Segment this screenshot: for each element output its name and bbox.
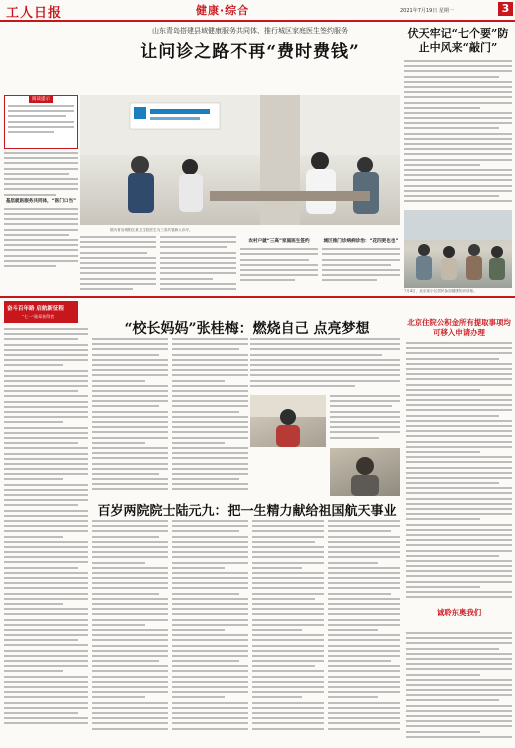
feature-headline-1: “校长妈妈”张桂梅：燃烧自己 点亮梦想 [124, 321, 370, 337]
school-photo-illustration [250, 395, 326, 447]
scientist-photo-illustration [330, 448, 400, 496]
article-subhead-2: 农村户就“三高”家庭医生签约 [248, 239, 310, 244]
sidebar-headline: 伏天牢记“七个要”防止中风来“敲门” [407, 27, 509, 54]
side-news-headline-1: 北京住院公积金所有提取事项均可移入申请办理 [407, 318, 511, 337]
feature-column-1 [4, 328, 88, 743]
lecture-photo [404, 210, 512, 288]
lecture-photo-caption: 7月4日，北京某小区居民参加健康知识讲座。 [404, 289, 477, 293]
feature-headline-2: 百岁两院院士陆元九：把一生精力献给祖国航天事业 [97, 504, 397, 519]
sidebar-body [404, 60, 512, 208]
lecture-photo-illustration [404, 210, 512, 288]
series-banner-subtitle: “七一”勋章获得者 [22, 314, 55, 319]
article-column-1 [4, 152, 78, 292]
series-banner-title: 奋斗百年路 启航新征程 [7, 306, 64, 312]
side-news-headline-2: 诚聆东奥我们 [436, 608, 482, 617]
article-column-5 [322, 95, 400, 291]
article-column-2 [80, 236, 156, 292]
feature-column-3 [172, 338, 248, 496]
feature-column-5 [330, 395, 400, 445]
feature-column-8 [252, 520, 324, 742]
article-kicker: 山东青岛搭建县域健康服务共同体、推行城区家庭医生签约服务 [152, 27, 348, 35]
side-news-body-1 [406, 342, 512, 604]
page-number: 3 [498, 2, 513, 16]
feature-column-2 [92, 338, 168, 496]
article-subhead-1: 基层就医服务共同体，“医门口当” [5, 198, 77, 204]
feature-column-4 [250, 338, 400, 392]
article-headline: 让问诊之路不再“费时费钱” [140, 42, 360, 62]
feature-column-6 [92, 520, 168, 742]
article-subhead-3: 城区推门诊病病诊治：“花四更也也” [323, 239, 399, 244]
newspaper-logo: 工人日报 [6, 6, 63, 21]
side-news-body-2 [406, 632, 512, 742]
feature-column-9 [328, 520, 400, 742]
clinic-photo-caption: 图为青岛城阳区某卫生院医生为三高共管病人诊疗。 [110, 228, 193, 232]
series-banner [4, 301, 78, 323]
reading-tips-box [4, 95, 78, 149]
school-photo [250, 395, 326, 447]
feature-column-7 [172, 520, 248, 742]
reading-tips-title: 阅读提示 [29, 95, 53, 103]
scientist-photo [330, 448, 400, 496]
section-divider [0, 296, 515, 298]
article-column-3 [160, 236, 236, 292]
reading-tips-body [8, 105, 74, 136]
article-column-4 [240, 95, 318, 291]
section-title: 健康·综合 [196, 4, 250, 17]
issue-date: 2021年7月19日 星期一 [400, 8, 454, 14]
